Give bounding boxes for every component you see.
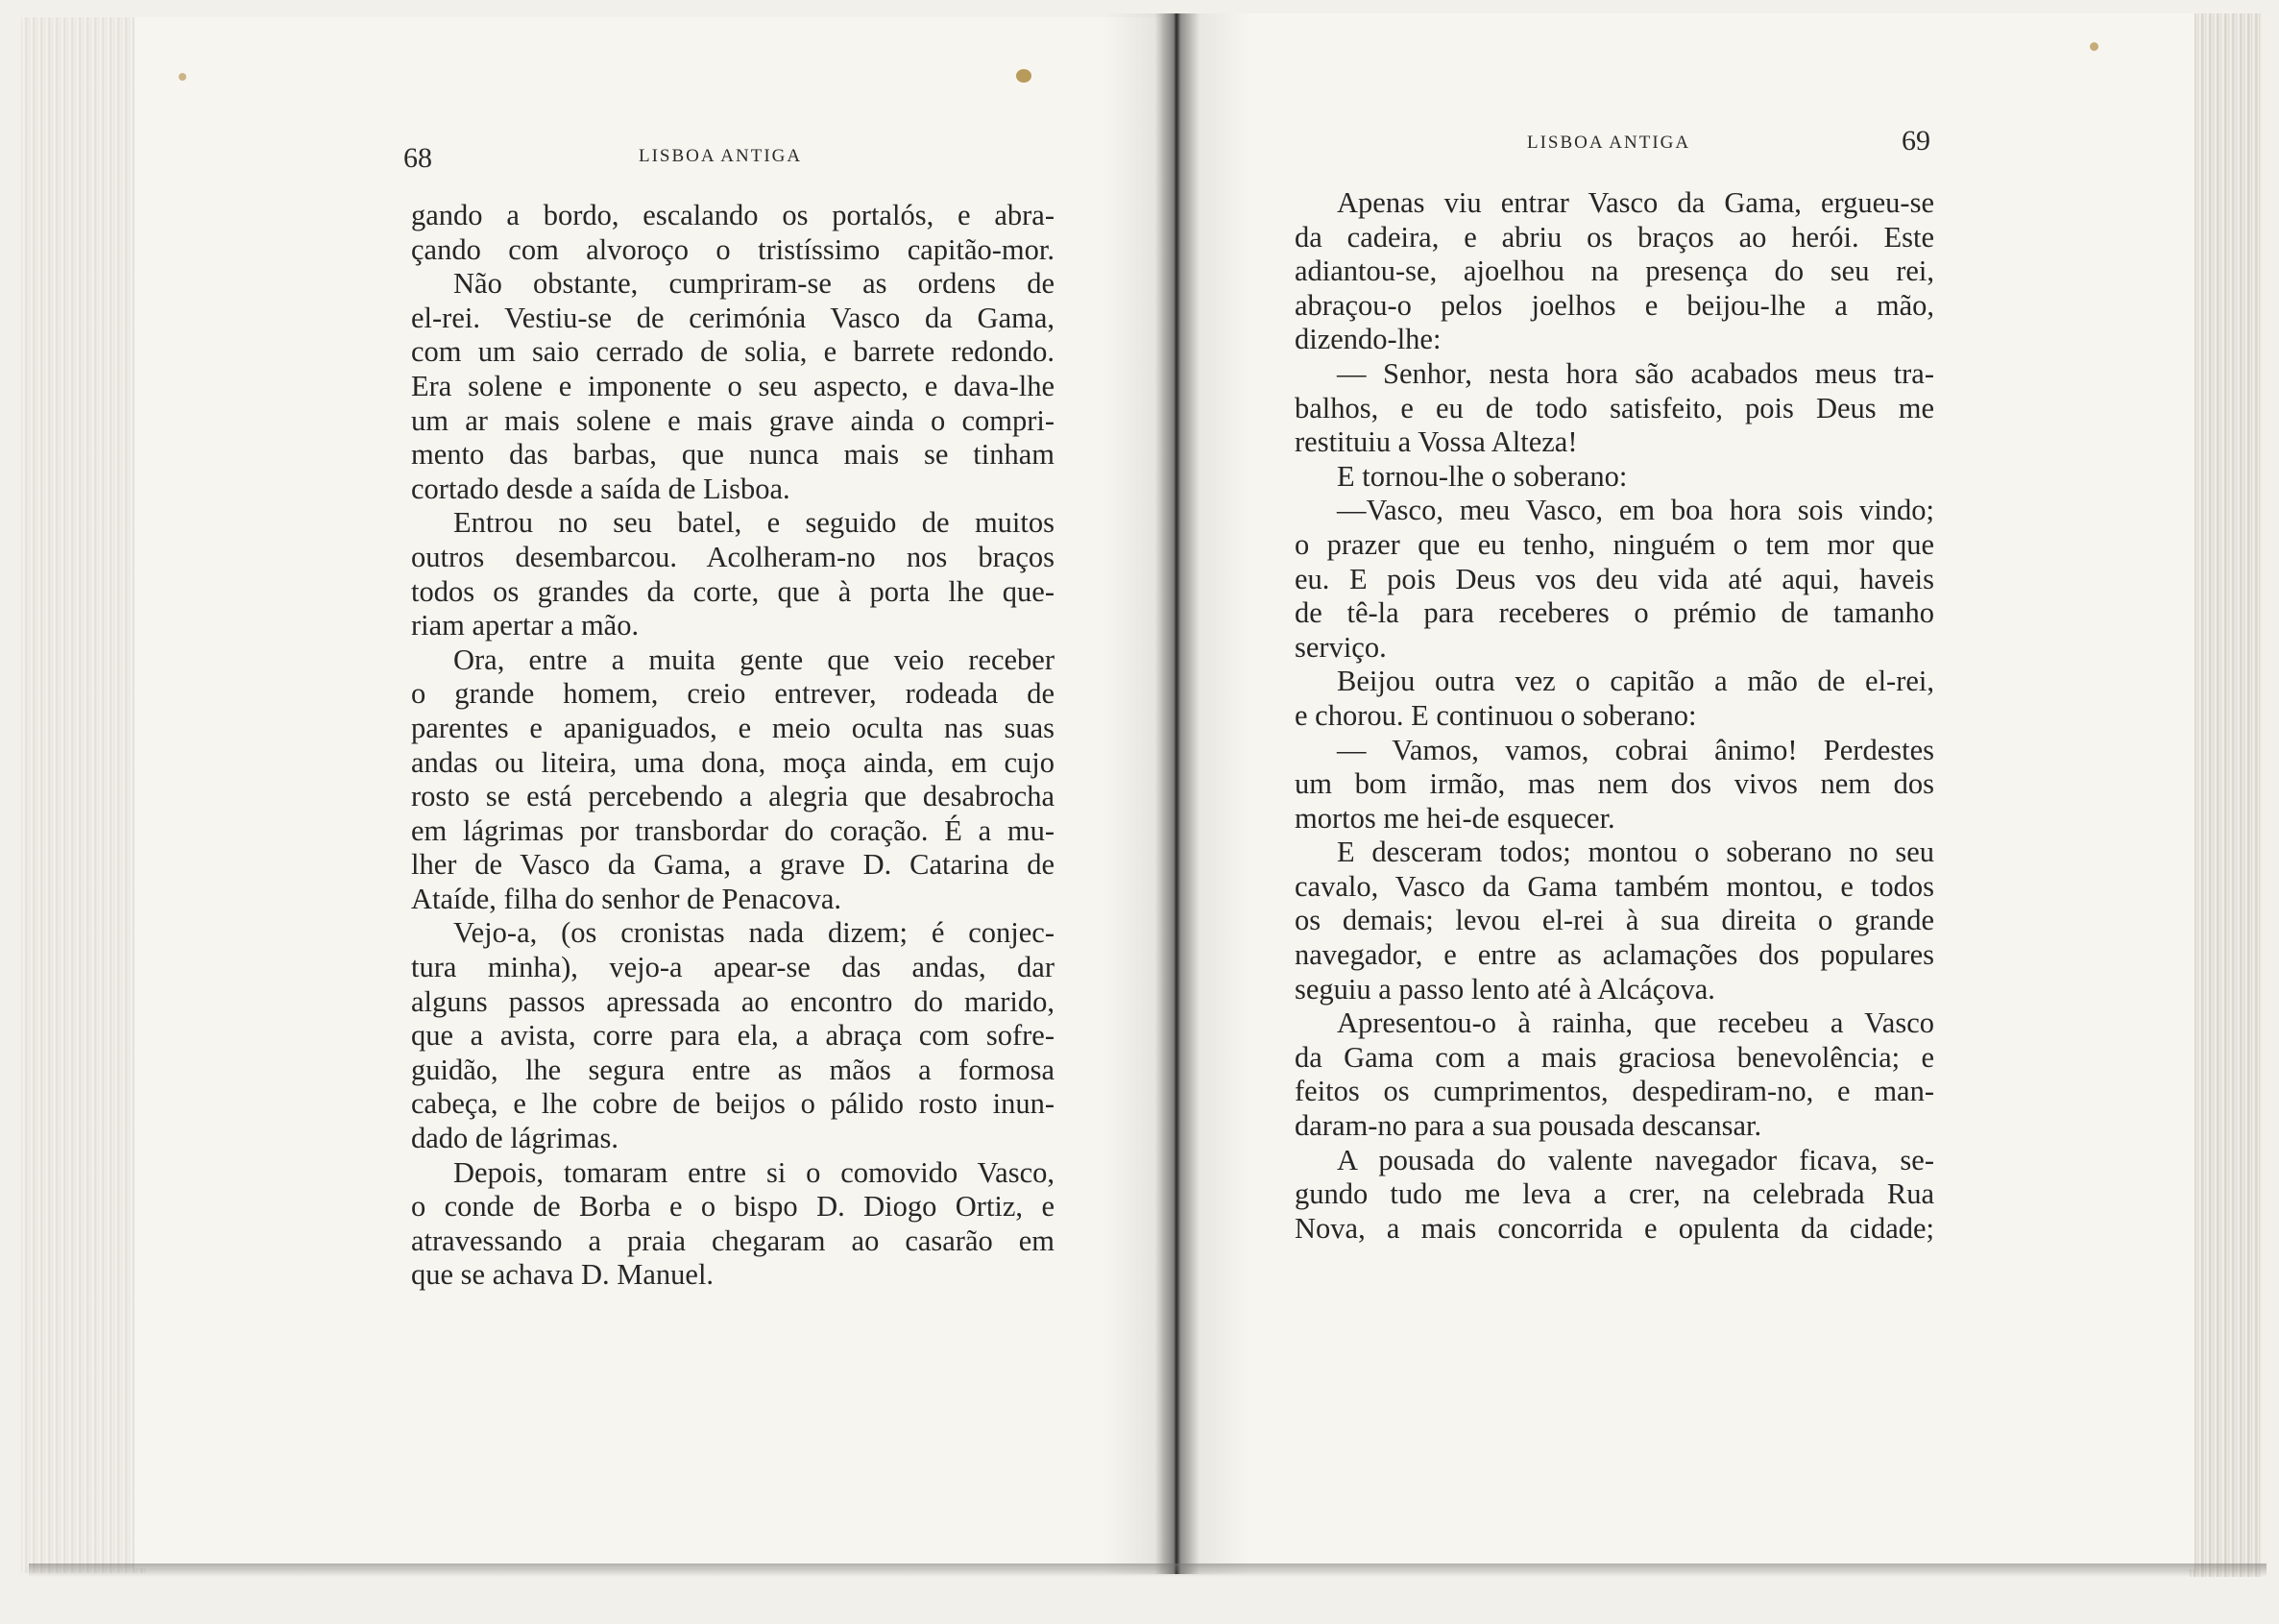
right-page-edges (2190, 13, 2262, 1577)
text-line: navegador, e entre as aclamações dos populares (1295, 938, 1934, 972)
text-line: um ar mais solene e mais grave ainda o compri- (411, 403, 1055, 437)
text-line: Ora, entre a muita gente que veio receber (453, 642, 1055, 676)
text-line: serviço. (1295, 630, 1387, 664)
text-line: alguns passos apressada ao encontro do marido, (411, 984, 1055, 1018)
text-line: A pousada do valente navegador ficava, se- (1337, 1143, 1934, 1176)
text-line: andas ou liteira, uma dona, moça ainda, em cujo (411, 745, 1055, 779)
text-line: Entrou no seu batel, e seguido de muitos (453, 506, 1055, 540)
text-line: todos os grandes da corte, que à porta lhe que- (411, 574, 1055, 608)
text-line: Vejo-a, (os cronistas nada dizem; é conjec- (453, 916, 1055, 950)
text-line: Ataíde, filha do senhor de Penacova. (411, 882, 842, 915)
right-page-body (1295, 186, 1934, 1246)
text-line: —Vasco, meu Vasco, em boa hora sois vindo; (1337, 494, 1934, 527)
text-line: o conde de Borba e o bispo D. Diogo Ortiz, e (411, 1190, 1055, 1224)
right-page-number: 69 (1902, 125, 1930, 157)
text-line: parentes e apaniguados, e meio oculta nas suas (411, 711, 1055, 744)
text-line: com um saio cerrado de solia, e barrete redondo. (411, 335, 1055, 369)
text-line: o prazer que eu tenho, ninguém o tem mor que (1295, 527, 1934, 561)
text-line: em lágrimas por transbordar do coração. É a mu- (411, 813, 1055, 847)
right-running-title: LISBOA ANTIGA (1527, 133, 1691, 153)
text-line: e chorou. E continuou o soberano: (1295, 698, 1697, 732)
text-line: que a avista, corre para ela, a abraça com sofre- (411, 1019, 1055, 1053)
text-line: daram-no para a sua pousada descansar. (1295, 1109, 1762, 1143)
text-line: abraçou-o pelos joelhos e beijou-lhe a mão, (1295, 288, 1934, 322)
text-line: cortado desde a saída de Lisboa. (411, 472, 790, 505)
left-page-number: 68 (403, 142, 432, 174)
text-line: dado de lágrimas. (411, 1122, 618, 1155)
text-line: balhos, e eu de todo satisfeito, pois Deus me (1295, 391, 1934, 424)
text-line: Apenas viu entrar Vasco da Gama, ergueu-se (1337, 186, 1934, 219)
text-line: feitos os cumprimentos, despediram-no, e man- (1295, 1075, 1934, 1108)
text-line: mortos me hei-de esquecer. (1295, 801, 1615, 835)
text-line: de tê-la para receberes o prémio de tamanho (1295, 596, 1934, 630)
text-line: rosto se está percebendo a alegria que desabrocha (411, 780, 1055, 813)
paper-stain (2090, 42, 2098, 51)
text-line: Depois, tomaram entre si o comovido Vasco, (453, 1155, 1055, 1189)
left-page-body (411, 199, 1055, 1293)
text-line: tura minha), vejo-a apear-se das andas, dar (411, 951, 1055, 984)
text-line: cavalo, Vasco da Gama também montou, e todos (1295, 869, 1934, 903)
text-line: que se achava D. Manuel. (411, 1258, 715, 1292)
text-line: eu. E pois Deus vos deu vida até aqui, haveis (1295, 562, 1934, 595)
text-line: adiantou-se, ajoelhou na presença do seu rei, (1295, 255, 1934, 288)
text-line: gundo tudo me leva a crer, na celebrada Rua (1295, 1177, 1934, 1211)
text-line: um bom irmão, mas nem dos vivos nem dos (1295, 767, 1934, 801)
text-line: atravessando a praia chegaram ao casarão em (411, 1224, 1055, 1257)
text-line: — Senhor, nesta hora são acabados meus tra- (1337, 356, 1934, 390)
text-line: Nova, a mais concorrida e opulenta da cidade; (1295, 1211, 1934, 1245)
text-line: çando com alvoroço o tristíssimo capitão-mor. (411, 232, 1055, 266)
text-line: seguiu a passo lento até à Alcáçova. (1295, 972, 1715, 1006)
text-line: da cadeira, e abriu os braços ao herói. Este (1295, 220, 1934, 254)
paper-stain (179, 73, 186, 81)
bottom-shadow (29, 1563, 2267, 1577)
text-line: lher de Vasco da Gama, a grave D. Catarina de (411, 848, 1055, 882)
text-line: E desceram todos; montou o soberano no seu (1337, 836, 1934, 869)
text-line: restituiu a Vossa Alteza! (1295, 425, 1578, 459)
text-line: gando a bordo, escalando os portalós, e abra- (411, 199, 1055, 231)
paper-stain (1016, 69, 1031, 83)
text-line: outros desembarcou. Acolheram-no nos braços (411, 540, 1055, 573)
text-line: Era solene e imponente o seu aspecto, e dava-lhe (411, 369, 1055, 402)
text-line: os demais; levou el-rei à sua direita o grande (1295, 904, 1934, 937)
book-gutter (1104, 13, 1249, 1574)
text-line: Não obstante, cumpriram-se as ordens de (453, 267, 1055, 301)
text-line: guidão, lhe segura entre as mãos a formosa (411, 1053, 1055, 1086)
text-line: E tornou-lhe o soberano: (1337, 459, 1628, 493)
text-line: o grande homem, creio entrever, rodeada de (411, 677, 1055, 711)
text-line: mento das barbas, que nunca mais se tinham (411, 438, 1055, 472)
text-line: cabeça, e lhe cobre de beijos o pálido rosto inun- (411, 1087, 1055, 1121)
left-running-title: LISBOA ANTIGA (639, 146, 803, 166)
text-line: da Gama com a mais graciosa benevolência; e (1295, 1040, 1934, 1074)
text-line: dizendo-lhe: (1295, 323, 1442, 356)
left-page-edges (21, 17, 146, 1573)
text-line: Apresentou-o à rainha, que recebeu a Vasco (1337, 1006, 1934, 1040)
text-line: — Vamos, vamos, cobrai ânimo! Perdestes (1337, 733, 1934, 766)
text-line: el-rei. Vestiu-se de cerimónia Vasco da Gama, (411, 301, 1055, 334)
text-line: Beijou outra vez o capitão a mão de el-rei, (1337, 665, 1934, 698)
text-line: riam apertar a mão. (411, 609, 640, 642)
